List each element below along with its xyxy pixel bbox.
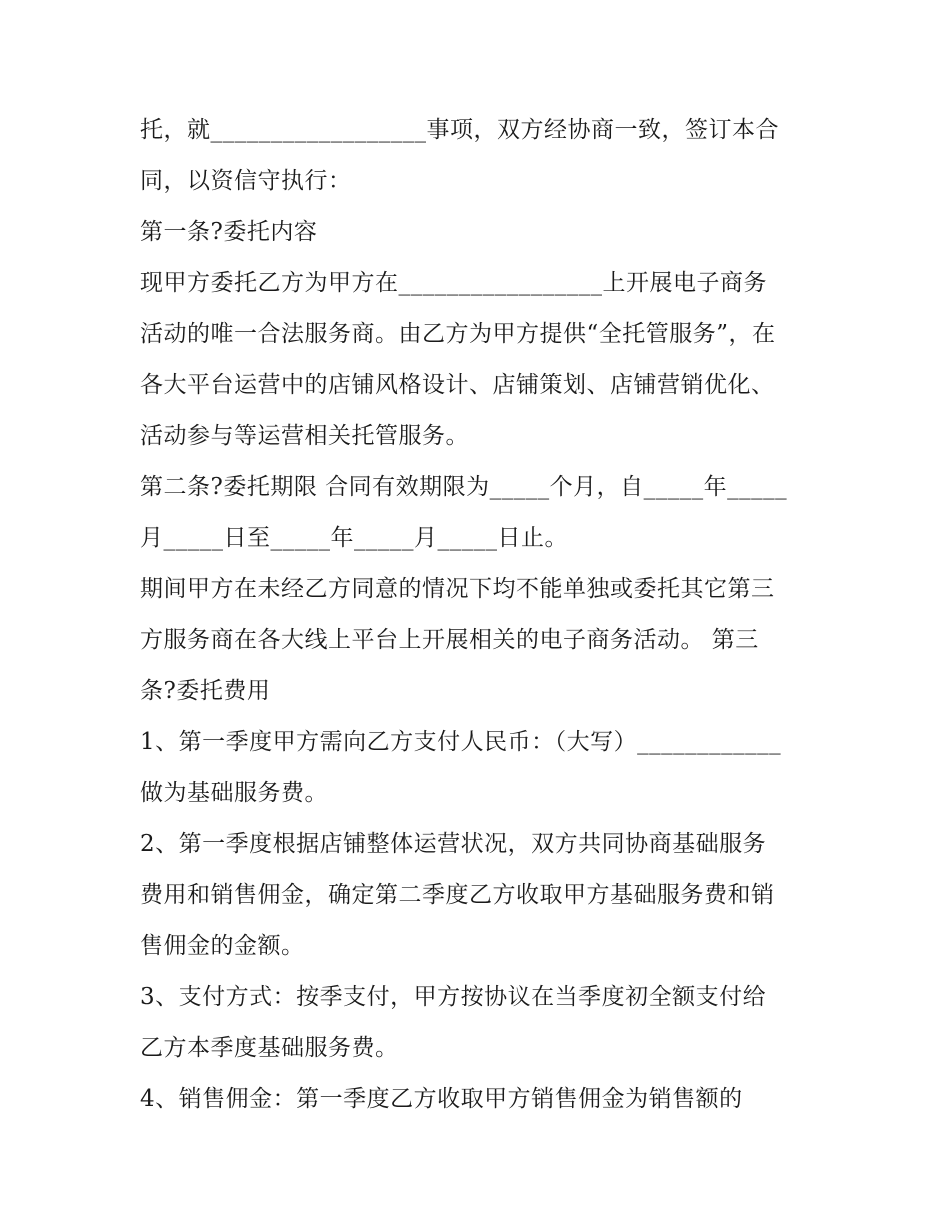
text-line: 乙方本季度基础服务费。 (140, 1035, 399, 1061)
text-line: 售佣金的金额。 (140, 933, 305, 959)
section-heading: 条?委托费用 (140, 678, 271, 704)
text-line: 2、第一季度根据店铺整体运营状况，双方共同协商基础服务 (140, 831, 767, 857)
text-line: 费用和销售佣金，确定第二季度乙方收取甲方基础服务费和销 (140, 882, 775, 908)
text-line: 1、第一季度甲方需向乙方支付人民币：（大写）____________ (140, 729, 782, 755)
text-line: 做为基础服务费。 (140, 780, 328, 806)
text-line: 各大平台运营中的店铺风格设计、店铺策划、店铺营销优化、 (140, 372, 775, 398)
section-heading: 第二条?委托期限 合同有效期限为_____个月，自_____年_____ (140, 474, 788, 500)
text-line: 方服务商在各大线上平台上开展相关的电子商务活动。 第三 (140, 627, 759, 653)
text-line: 活动参与等运营相关托管服务。 (140, 423, 469, 449)
text-line: 月_____日至_____年_____月_____日止。 (140, 525, 568, 551)
text-line: 4、销售佣金：第一季度乙方收取甲方销售佣金为销售额的 (140, 1086, 743, 1112)
text-line: 3、支付方式：按季支付，甲方按协议在当季度初全额支付给 (140, 984, 767, 1010)
text-line: 同，以资信守执行： (140, 168, 352, 194)
text-line: 现甲方委托乙方为甲方在_________________上开展电子商务 (140, 270, 767, 296)
section-heading: 第一条?委托内容 (140, 219, 318, 245)
text-line: 活动的唯一合法服务商。由乙方为甲方提供“全托管服务”，在 (140, 321, 776, 347)
text-line: 托，就__________________事项，双方经协商一致，签订本合 (140, 117, 779, 143)
text-line: 期间甲方在未经乙方同意的情况下均不能单独或委托其它第三 (140, 576, 775, 602)
